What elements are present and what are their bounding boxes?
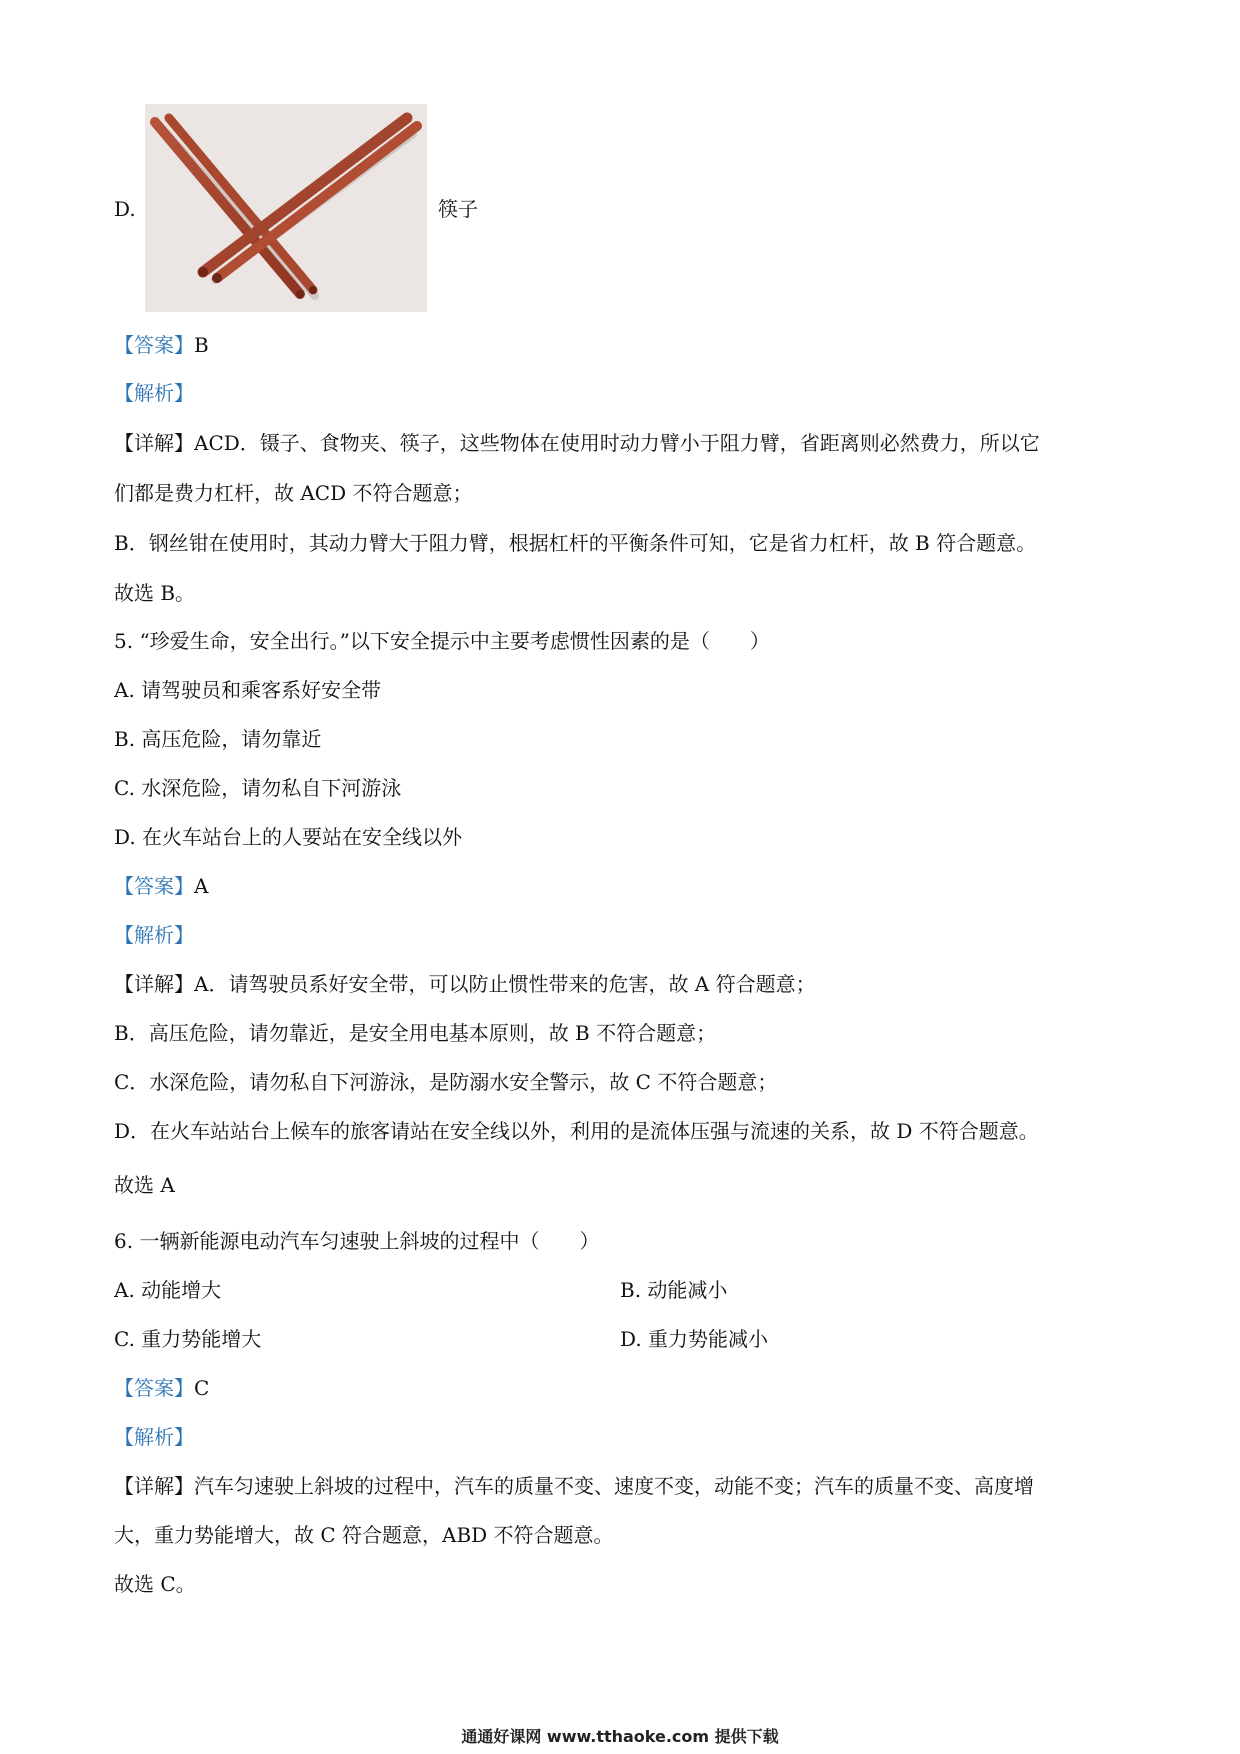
- q4-conclusion: 故选 B。: [114, 581, 196, 605]
- q5-answer: [114, 873, 208, 899]
- q5-detail-line3: C．水深危险，请勿私自下河游泳，是防溺水安全警示，故 C 不符合题意；: [114, 1070, 778, 1094]
- q5-detail-line2: B．高压危险，请勿靠近，是安全用电基本原则，故 B 不符合题意；: [114, 1021, 717, 1045]
- q4-option-d-text: 筷子: [438, 197, 478, 221]
- detail-text: A．请驾驶员系好安全带，可以防止惯性带来的危害，故 A 符合题意；: [194, 972, 816, 996]
- q5-option-a: A. 请驾驶员和乘客系好安全带: [114, 678, 382, 702]
- q5-option-d: D. 在火车站台上的人要站在安全线以外: [114, 825, 463, 849]
- q4-detail-line3: B．钢丝钳在使用时，其动力臂大于阻力臂，根据杠杆的平衡条件可知，它是省力杠杆，故 B 符合题意。: [114, 531, 1037, 555]
- q6-detail-line2: 大，重力势能增大，故 C 符合题意，ABD 不符合题意。: [114, 1523, 614, 1547]
- q4-analysis-tag: 【解析】: [114, 381, 194, 405]
- detail-tag: 【详解】: [114, 431, 194, 455]
- answer-tag: 【答案】: [114, 874, 194, 898]
- q6-answer: [114, 1375, 209, 1401]
- q4-option-d-label: D.: [114, 197, 136, 221]
- answer-value: B: [194, 333, 209, 357]
- detail-tag: 【详解】: [114, 1474, 194, 1498]
- detail-text: 汽车匀速驶上斜坡的过程中，汽车的质量不变、速度不变，动能不变；汽车的质量不变、高度增: [194, 1474, 1034, 1498]
- q6-conclusion: 故选 C。: [114, 1572, 196, 1596]
- q4-detail-line2: 们都是费力杠杆，故 ACD 不符合题意；: [114, 481, 473, 505]
- answer-tag: 【答案】: [114, 333, 194, 357]
- q6-detail-line1: [114, 1473, 1034, 1499]
- q6-option-c: C. 重力势能增大: [114, 1327, 262, 1351]
- q6-option-d: D. 重力势能减小: [620, 1327, 769, 1351]
- chopsticks-image: [145, 104, 427, 312]
- q5-question: 5. “珍爱生命，安全出行。”以下安全提示中主要考虑惯性因素的是（ ）: [114, 629, 770, 653]
- chopsticks-illustration: [145, 104, 427, 312]
- q6-option-b: B. 动能减小: [620, 1278, 728, 1302]
- detail-tag: 【详解】: [114, 972, 194, 996]
- answer-value: C: [194, 1376, 210, 1400]
- q6-analysis-tag: 【解析】: [114, 1425, 194, 1449]
- q6-question: 6. 一辆新能源电动汽车匀速驶上斜坡的过程中（ ）: [114, 1229, 600, 1253]
- q5-analysis-tag: 【解析】: [114, 923, 194, 947]
- q5-detail-line1: [114, 971, 816, 997]
- q5-detail-line4: D．在火车站站台上候车的旅客请站在安全线以外，利用的是流体压强与流速的关系，故 D 不符合题意。: [114, 1119, 1039, 1143]
- q5-option-c: C. 水深危险，请勿私自下河游泳: [114, 776, 402, 800]
- answer-value: A: [194, 874, 209, 898]
- footer-source: 通通好课网 www.tthaoke.com 提供下载: [461, 1727, 779, 1746]
- q5-option-b: B. 高压危险，请勿靠近: [114, 727, 322, 751]
- detail-text: ACD．镊子、食物夹、筷子，这些物体在使用时动力臂小于阻力臂，省距离则必然费力，所以它: [194, 431, 1040, 455]
- answer-tag: 【答案】: [114, 1376, 194, 1400]
- q4-answer: [114, 332, 209, 358]
- q6-option-a: A. 动能增大: [114, 1278, 222, 1302]
- q4-detail-line1: [114, 430, 1040, 456]
- q5-conclusion: 故选 A: [114, 1173, 175, 1197]
